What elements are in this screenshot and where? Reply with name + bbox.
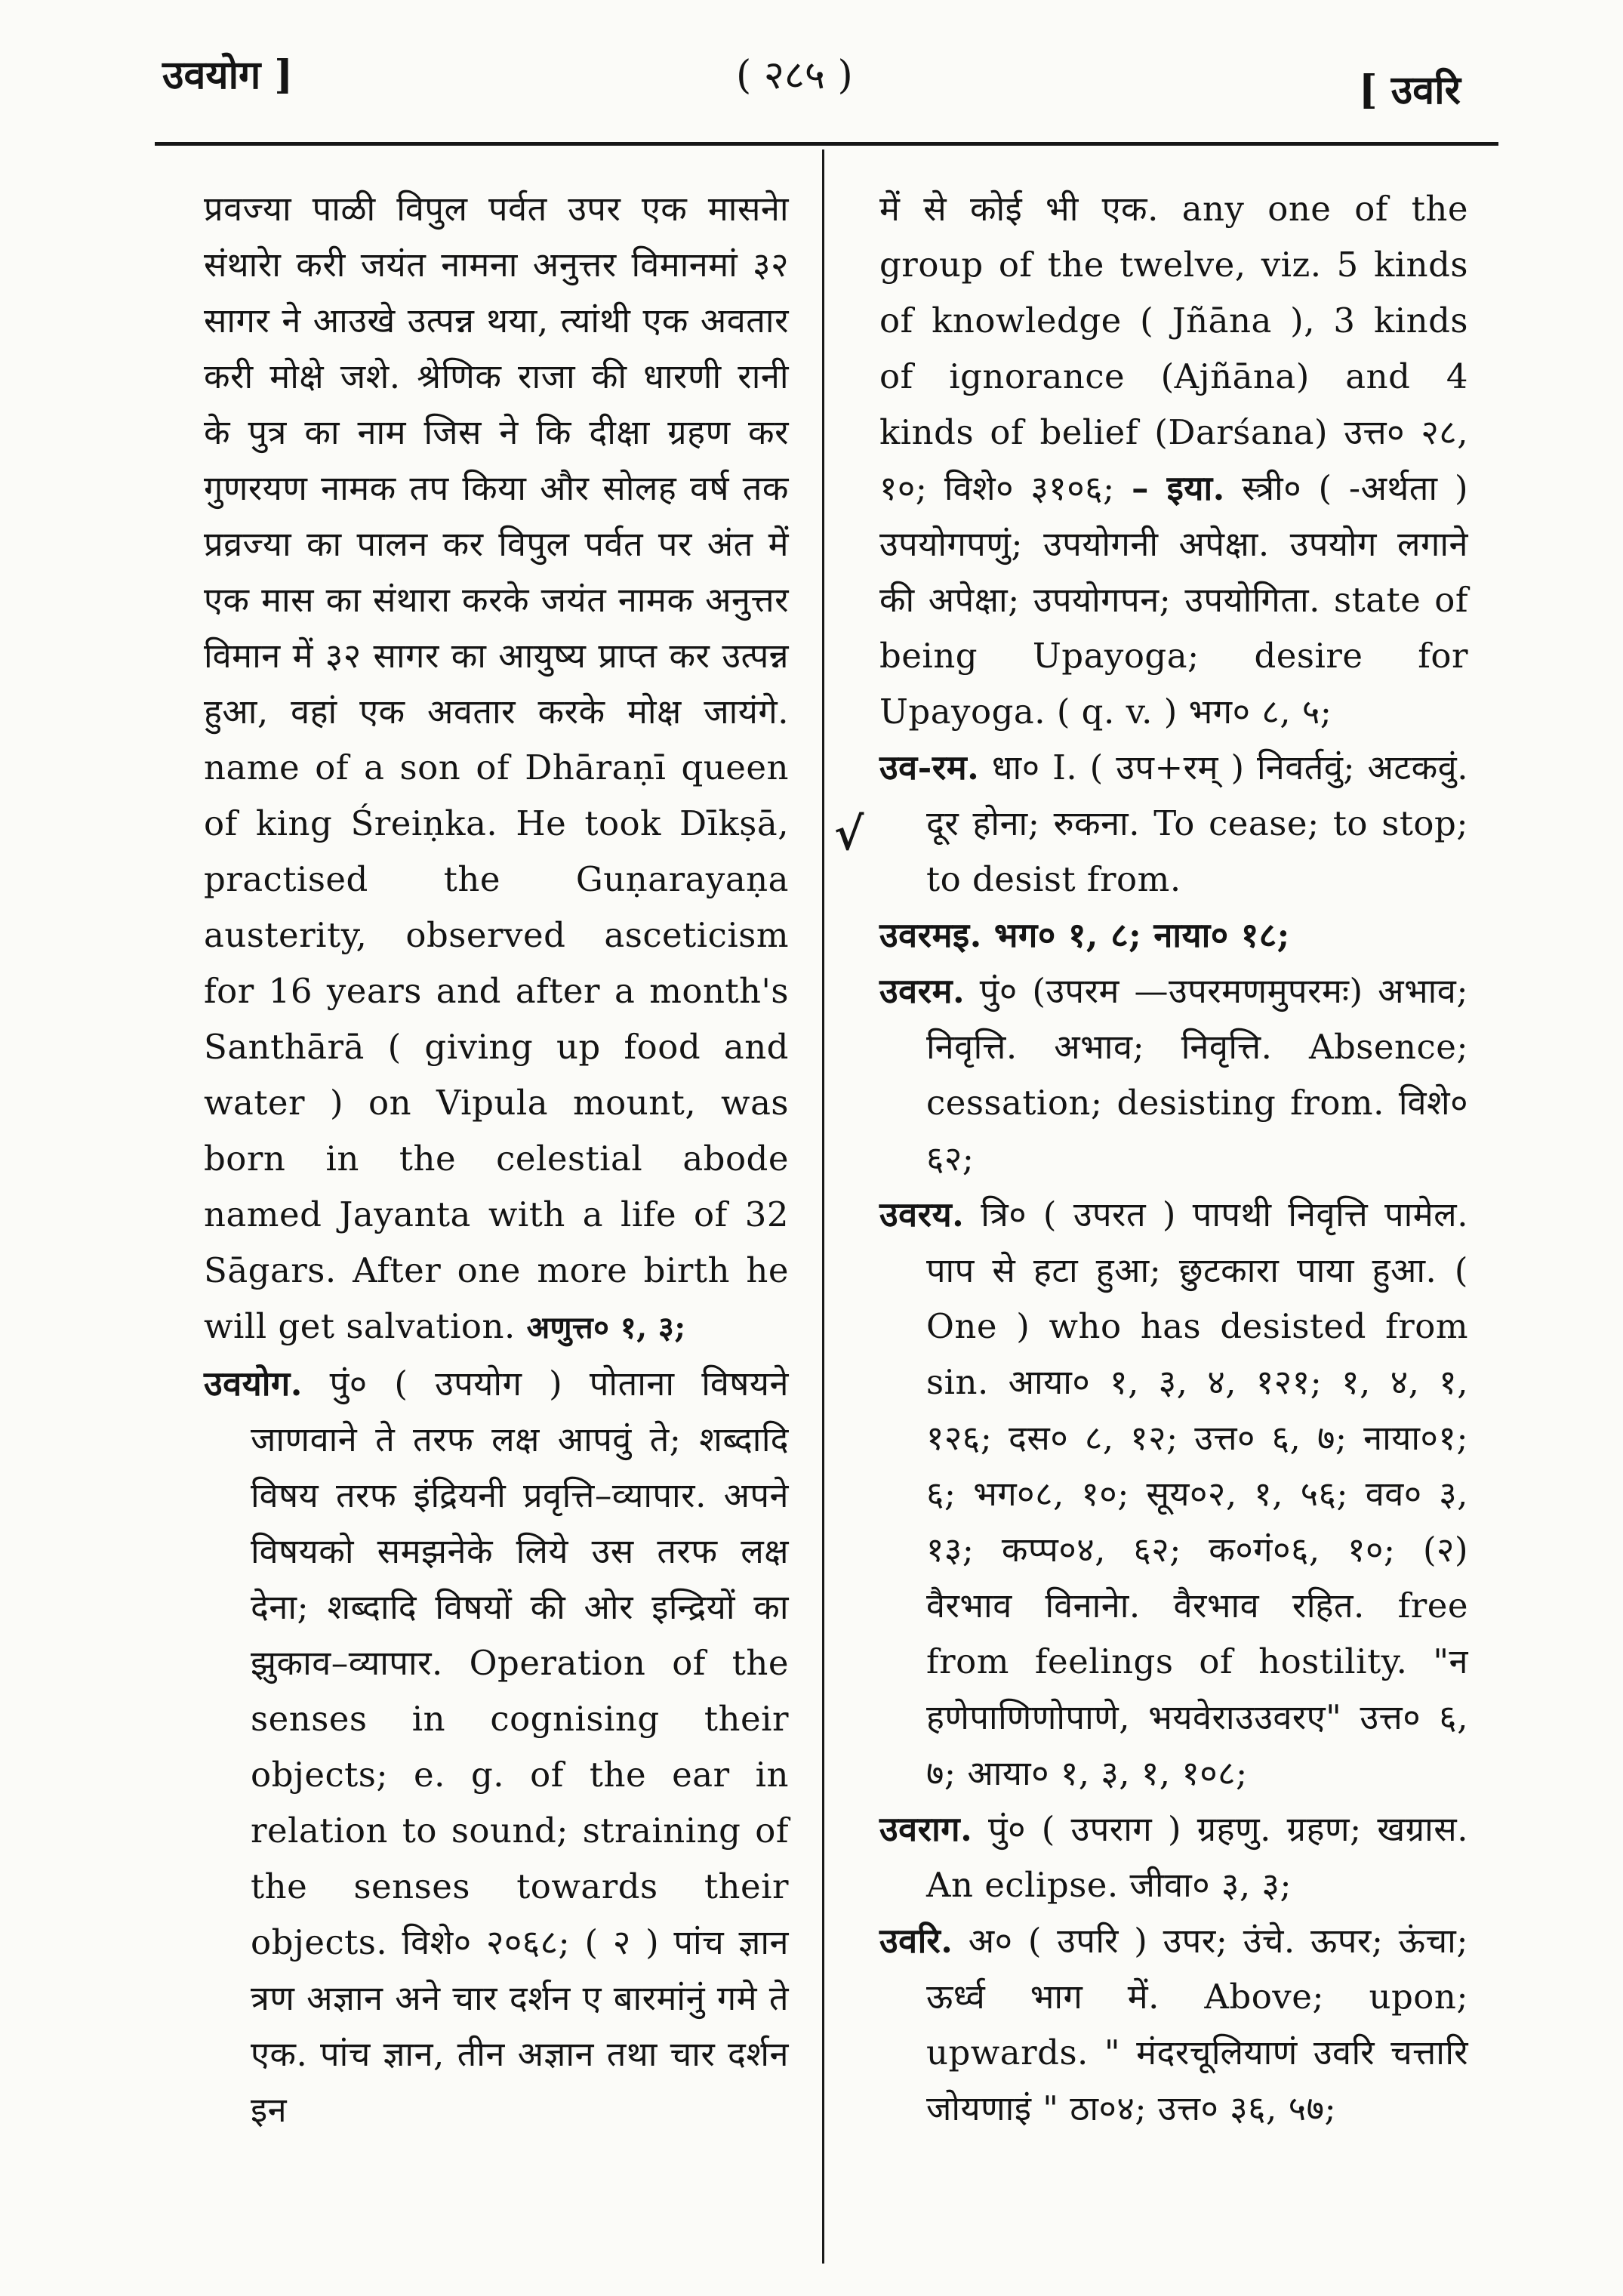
running-head-left: उवयोग ] bbox=[162, 52, 294, 98]
left-column bbox=[204, 181, 789, 2138]
headword-uvarama: उवरम. bbox=[879, 971, 965, 1011]
entry-uvaraga bbox=[879, 1801, 1468, 1913]
page-number: ( २८५ ) bbox=[736, 53, 853, 98]
subentry-tay-body: स्त्री० ( -अर्थता ) उपयोगपणुं; उपयोगनी अपेक्षा. उपयोग लगाने की अपेक्षा; उपयोगपन; उपयोगिता. state of being Upayoga; desire for Upayoga. ( q. v. ) भग० ८, ५; bbox=[879, 468, 1468, 732]
entry-uvayoga bbox=[204, 1356, 789, 2138]
definition-uvayoga: पुं० ( उपयोग ) पोताना विषयने जाणवाने ते तरफ लक्ष आपवुं ते; शब्दादि विषय तरफ इंद्रियनी प्रवृत्ति–व्यापार. अपने विषयको समझनेके लिये उस तरफ लक्ष देना; शब्दादि विषयों की ओर इन्द्रियों का झुकाव–व्यापार. Operation of the senses in cognising their objects; e. g. of the ear in relation to sound; straining of the senses towards their objects. विशे० २०६८; ( २ ) पांच ज्ञान त्रण अज्ञान अने चार दर्शन ए बारमांनुं गमे ते एक. पांच ज्ञान, तीन अज्ञान तथा चार दर्शन इन bbox=[251, 1364, 789, 2130]
definition-uvarama: पुं० (उपरम —उपरमणमुपरमः) अभाव; निवृत्ति. अभाव; निवृत्ति. Absence; cessation; desisting from. विशे० ६२; bbox=[926, 971, 1468, 1179]
running-head-right: [ उवरि bbox=[1359, 67, 1461, 113]
definition-uvaraga: पुं० ( उपराग ) ग्रहणु. ग्रहण; खग्रास. An eclipse. जीवा० ३, ३; bbox=[926, 1809, 1468, 1905]
continued-reference: अणुत्त० १, ३; bbox=[526, 1310, 686, 1345]
headword-uvaram: उव-रम. bbox=[879, 747, 980, 787]
continued-entry-right bbox=[879, 181, 1468, 740]
reference-uvaramai: उवरमइ. भग० १, ८; नाया० १८; bbox=[879, 915, 1290, 955]
check-mark-icon: √ bbox=[834, 808, 864, 861]
header-rule bbox=[155, 142, 1498, 146]
entry-uvaram-reference bbox=[879, 908, 1468, 963]
continued-hindi: श्रेणिक राजा की धारणी रानी के पुत्र का नाम जिस ने कि दीक्षा ग्रहण कर गुणरयण नामक तप किया और सोलह वर्ष तक प्रव्रज्या का पालन कर विपुल पर्वत पर अंत में एक मास का संथारा करके जयंत नामक अनुत्तर विमान में ३२ सागर का आयुष्य प्राप्त कर उत्पन्न हुआ, वहां एक अवतार करके मोक्ष जायंगे. bbox=[204, 356, 789, 732]
continued-english: name of a son of Dhāraṇī queen of king Śreiṇka. He took Dīkṣā, practised the Guṇarayaṇa austerity, observed asceticism for 16 years and after a month's Santhārā ( giving up food and water ) on Vipula mount, was born in the celestial abode named Jayanta with a life of 32 Sāgars. After one more birth he will get salvation. bbox=[204, 747, 789, 1346]
entry-uvaram bbox=[879, 740, 1468, 908]
continued-entry bbox=[204, 181, 789, 1356]
headword-uvaraga: उवराग. bbox=[879, 1809, 973, 1849]
continued-gujarati: प्रवज्या पाळी विपुल पर्वत उपर एक मासनेा संथारेा करी जयंत नामना अनुत्तर विमानमां ३२ सागर ने आउखे उत्पन्न थया, त्यांथी एक अवतार करी मोक्षे जशे. bbox=[204, 189, 789, 396]
entry-uvaraya bbox=[879, 1187, 1468, 1801]
definition-uvari: अ० ( उपरि ) उपर; उंचे. ऊपर; ऊंचा; ऊर्ध्व भाग में. Above; upon; upwards. " मंदरचूलियाणं उवरि चत्तारि जोयणाइं " ठा०४; उत्त० ३६, ५७; bbox=[926, 1921, 1469, 2128]
headword-uvaraya: उवरय. bbox=[879, 1194, 965, 1234]
definition-uvaraya: त्रि० ( उपरत ) पापथी निवृत्ति पामेल. पाप से हटा हुआ; छुटकारा पाया हुआ. ( One ) who has desisted from sin. आया० १, ३, ४, १२१; १, ४, १, १२६; दस० ८, १२; उत्त० ६, ७; नाया०१; ६; भग०८, १०; सूय०२, १, ५६; वव० ३, १३; कप्प०४, ६२; क०गं०६, १०; (२) वैरभाव विनानेा. वैरभाव रहित. free from feelings of hostility. "न हणेपाणिणोपाणे, भयवेराउउवरए" उत्त० ६, ७; आया० १, ३, १, १०८; bbox=[926, 1194, 1468, 1793]
continued-definition: में से कोई भी एक. any one of the group of the twelve, viz. 5 kinds of knowledge ( Jñāna ), 3 kinds of ignorance (Ajñāna) and 4 kinds of belief (Darśana) उत्त० २८, १०; विशे० ३१०६; bbox=[879, 189, 1468, 508]
headword-uvari: उवरि. bbox=[879, 1921, 953, 1961]
subentry-tay-head: – इया. bbox=[1132, 468, 1225, 508]
definition-uvaram: धा० I. ( उप+रम् ) निवर्तवुं; अटकवुं. दूर होना; रुकना. To cease; to stop; to desist from. bbox=[926, 747, 1468, 899]
entry-uvari bbox=[879, 1913, 1468, 2137]
entry-uvarama bbox=[879, 963, 1468, 1187]
headword-uvayoga: उवयोग. bbox=[204, 1364, 303, 1404]
column-divider bbox=[822, 149, 824, 2264]
right-column bbox=[879, 181, 1468, 2137]
